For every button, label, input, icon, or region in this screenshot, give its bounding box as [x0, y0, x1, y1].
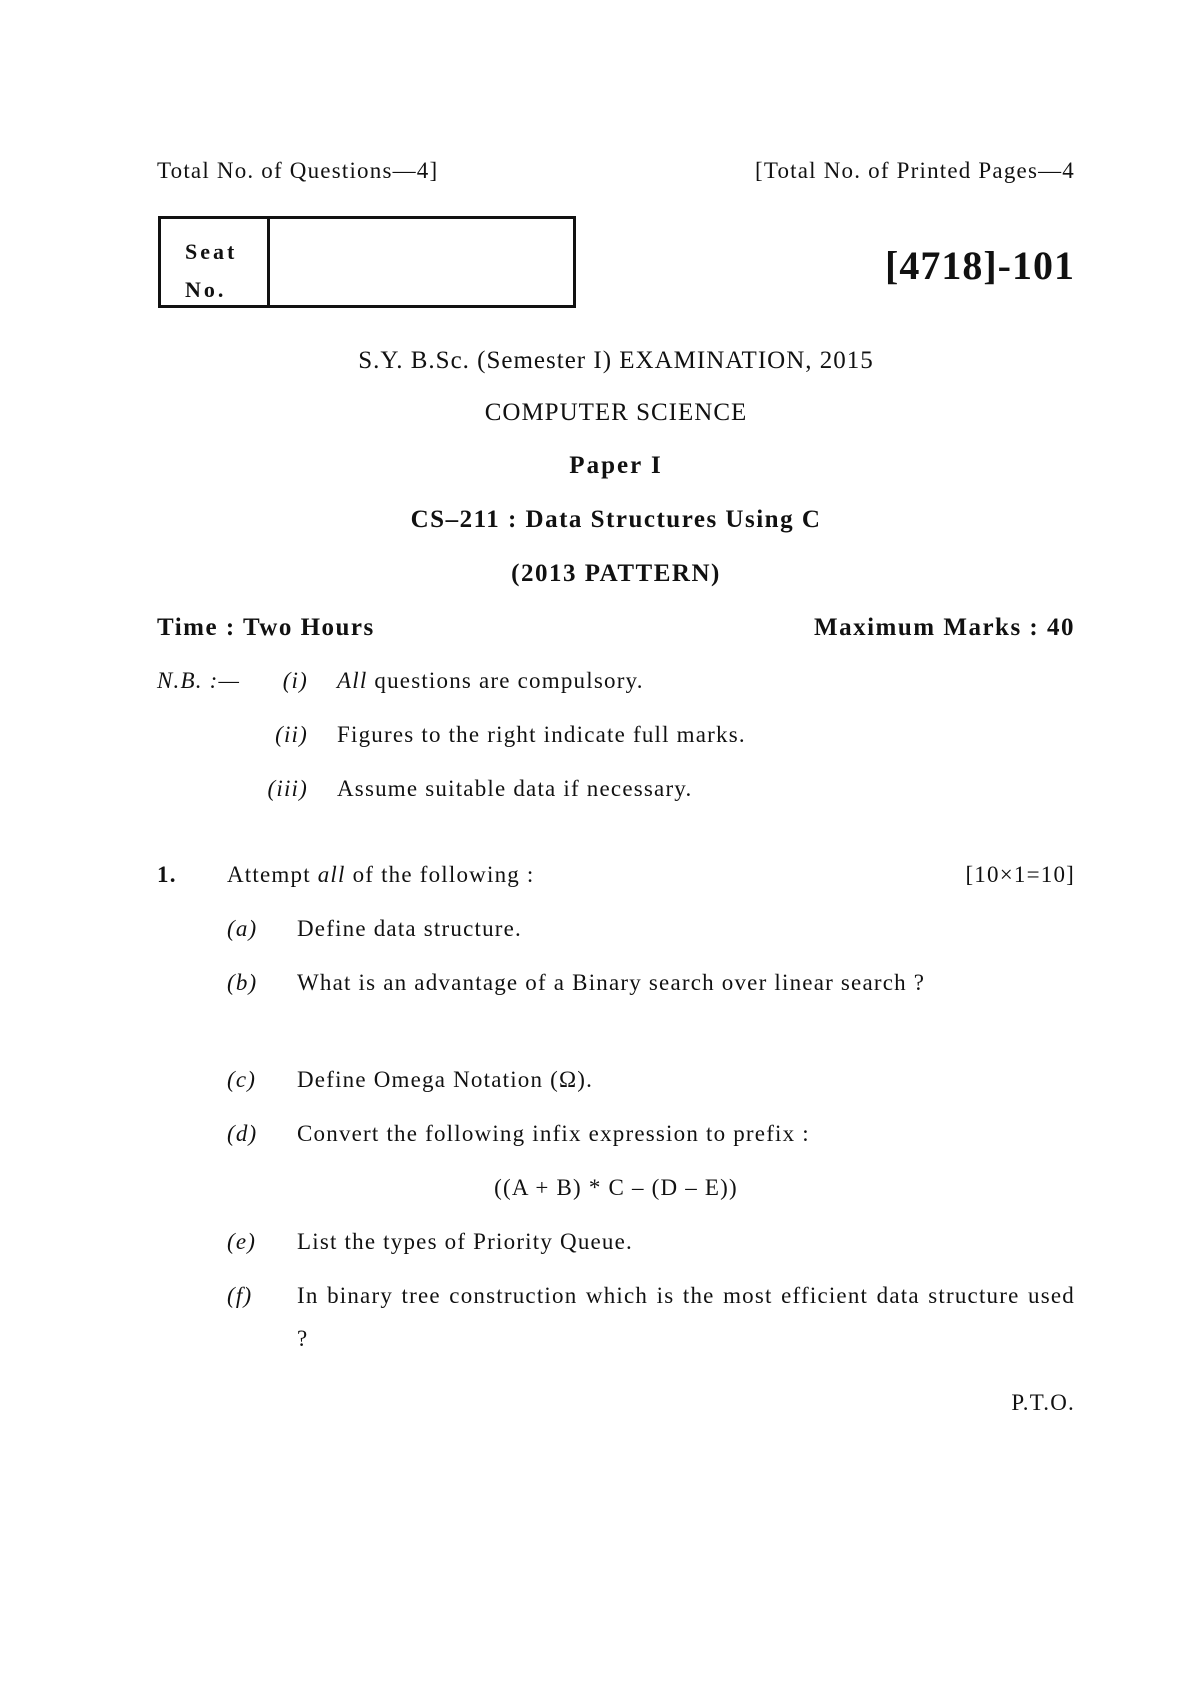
subquestion-label: (a) — [227, 916, 258, 941]
question-marks: [10×1=10] — [965, 862, 1075, 887]
time-allowed: Time : Two Hours — [157, 614, 375, 641]
seat-box-divider — [267, 219, 270, 305]
question-emphasis: all — [317, 862, 346, 887]
seat-number-box — [158, 216, 576, 308]
please-turn-over: P.T.O. — [1011, 1390, 1075, 1415]
pattern-label: (2013 PATTERN) — [511, 560, 721, 587]
subquestion-text: Convert the following infix expression to prefix : — [297, 1121, 810, 1146]
subquestion-text: Define data structure. — [297, 916, 522, 941]
seat-number-label: Seat No. — [185, 239, 238, 302]
total-questions: Total No. of Questions—4] — [157, 158, 439, 183]
note-text: Assume suitable data if necessary. — [337, 776, 693, 801]
subquestion-label: (d) — [227, 1121, 258, 1146]
note-text-rest: questions are compulsory. — [367, 668, 644, 693]
note-number: (i) — [282, 668, 308, 693]
course-title: CS–211 : Data Structures Using C — [410, 506, 822, 533]
subquestion-text: What is an advantage of a Binary search over linear search ? — [297, 970, 926, 995]
maximum-marks: Maximum Marks : 40 — [814, 614, 1075, 641]
question-number: 1. — [157, 862, 177, 887]
subject-title: COMPUTER SCIENCE — [484, 399, 748, 426]
note-text: Figures to the right indicate full marks. — [337, 722, 746, 747]
question-text-pre: Attempt — [227, 862, 318, 887]
paper-code: [4718]-101 — [885, 243, 1075, 288]
infix-expression: ((A + B) * C – (D – E)) — [494, 1175, 738, 1200]
question-text-post: of the following : — [345, 862, 535, 887]
subquestion-text: Define Omega Notation (Ω). — [297, 1067, 594, 1092]
nb-label: N.B. :— — [157, 668, 241, 693]
paper-number: Paper I — [569, 452, 663, 479]
exam-title: S.Y. B.Sc. (Semester I) EXAMINATION, 2015 — [358, 347, 874, 374]
subquestion-label: (e) — [227, 1229, 257, 1254]
note-emphasis: All — [337, 668, 368, 693]
subquestion-label: (b) — [227, 970, 258, 995]
subquestion-text: In binary tree construction which is the most efficient data structure used ? — [297, 1283, 1075, 1351]
note-text — [337, 668, 644, 694]
question-text — [227, 862, 535, 888]
note-number: (iii) — [267, 776, 308, 801]
note-number: (ii) — [275, 722, 308, 747]
subquestion-label: (f) — [227, 1283, 253, 1308]
subquestion-label: (c) — [227, 1067, 257, 1092]
total-printed-pages: [Total No. of Printed Pages—4 — [754, 158, 1075, 183]
subquestion-text: List the types of Priority Queue. — [297, 1229, 633, 1254]
